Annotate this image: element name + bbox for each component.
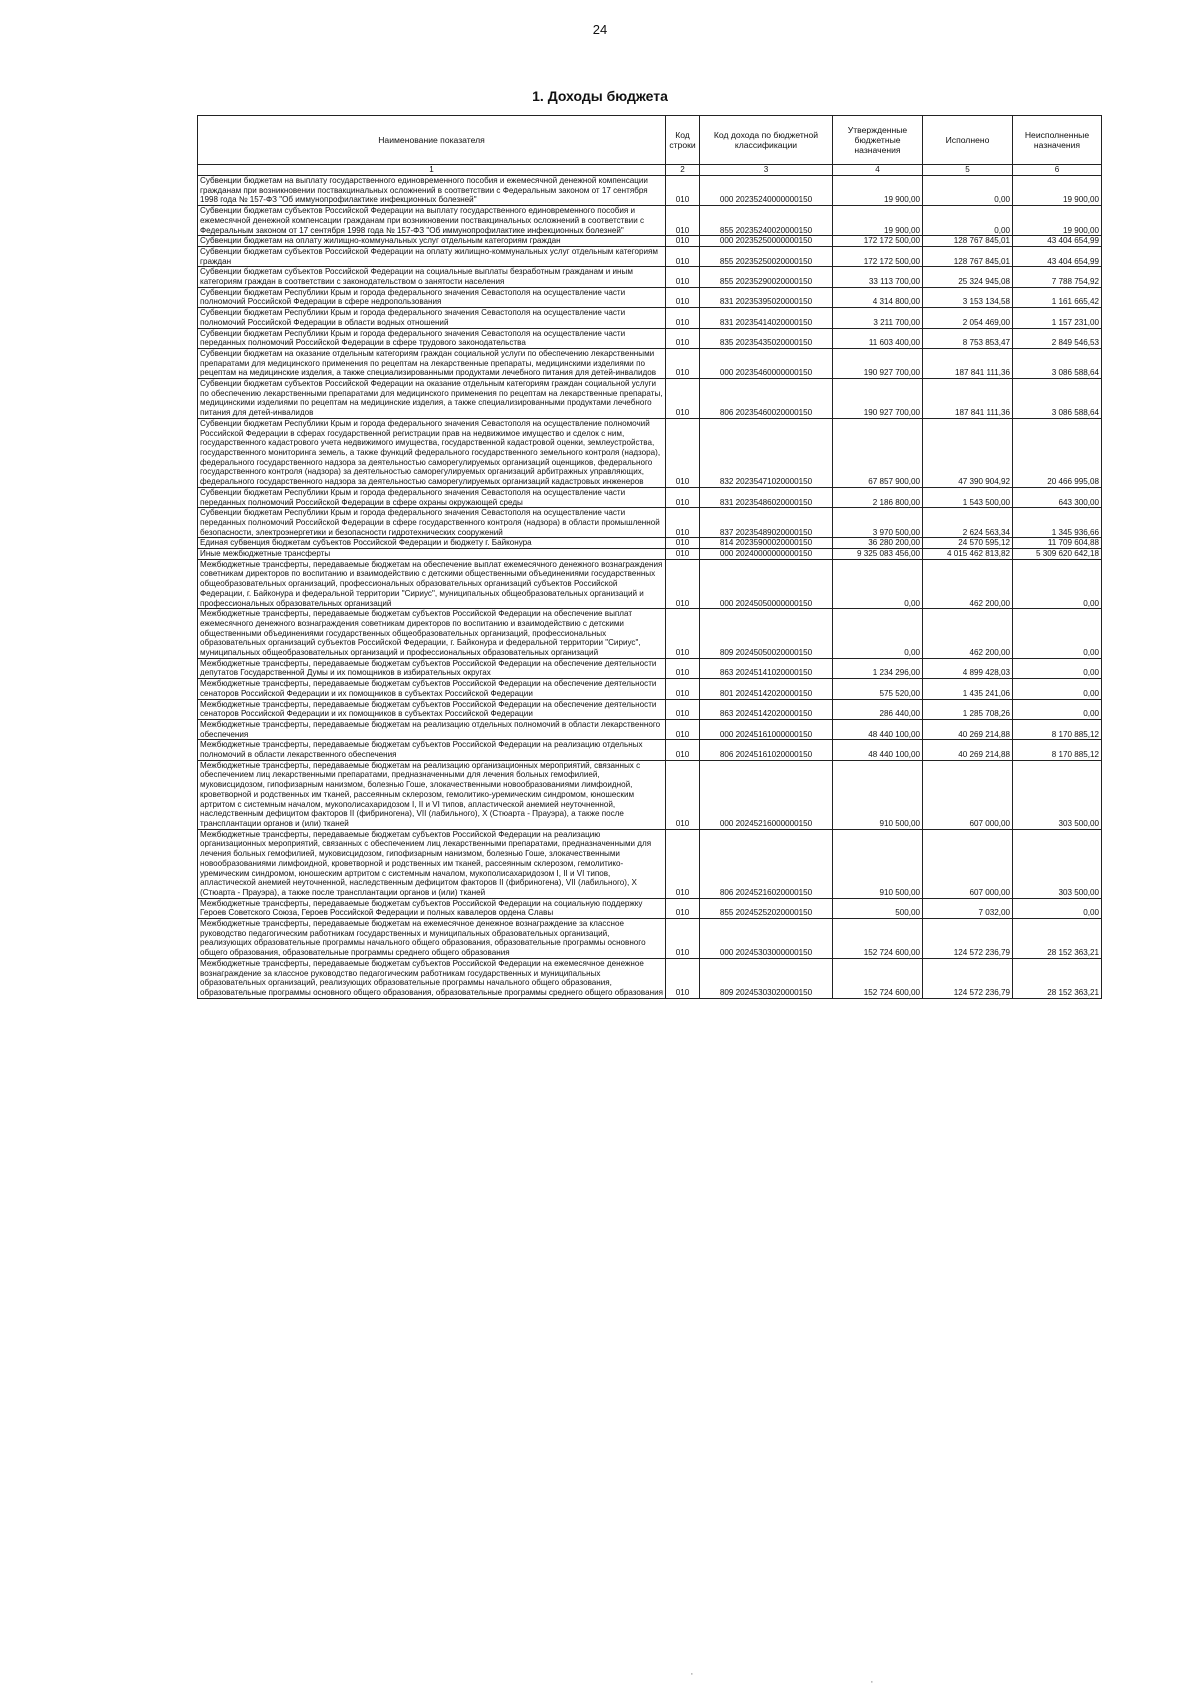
row-line-code: 010	[666, 206, 700, 236]
section-title: 1. Доходы бюджета	[532, 88, 668, 104]
row-income-code: 000 20235460000000150	[700, 348, 833, 378]
row-income-code: 809 20245303020000150	[700, 958, 833, 998]
row-unexecuted: 2 849 546,53	[1013, 328, 1102, 348]
row-approved: 152 724 600,00	[833, 958, 923, 998]
row-name: Межбюджетные трансферты, передаваемые бюджетам на обеспечение выплат ежемесячного денежного вознаграждения советникам директоров по воспитанию и взаимодействию с детскими общественными объединениями государственных общеобразовательных организаций, профессиональных образовательных организаций субъектов Российской Федерации, г. Байконура и федеральной территории "Сириус", муниципальных общеобразовательных организаций и профессиональных образовательных организаций	[198, 559, 666, 609]
header-unexecuted: Неисполненные назначения	[1013, 116, 1102, 165]
row-income-code: 855 20235290020000150	[700, 267, 833, 287]
row-income-code: 000 20235250000000150	[700, 236, 833, 247]
row-executed: 607 000,00	[923, 760, 1013, 829]
row-name: Межбюджетные трансферты, передаваемые бюджетам субъектов Российской Федерации на обеспечение деятельности депутатов Государственной Думы и их помощников в избирательных округах	[198, 658, 666, 678]
table-row	[198, 246, 1102, 266]
row-income-code: 000 20235240000000150	[700, 176, 833, 206]
row-line-code: 010	[666, 487, 700, 507]
row-executed: 0,00	[923, 206, 1013, 236]
row-approved: 48 440 100,00	[833, 740, 923, 760]
row-executed: 25 324 945,08	[923, 267, 1013, 287]
table-row	[198, 699, 1102, 719]
row-unexecuted: 0,00	[1013, 658, 1102, 678]
row-executed: 0,00	[923, 176, 1013, 206]
row-unexecuted: 5 309 620 642,18	[1013, 549, 1102, 560]
header-name: Наименование показателя	[198, 116, 666, 165]
row-name: Субвенции бюджетам Республики Крым и города федерального значения Севастополя на осуществление части полномочий Российской Федерации в области водных отношений	[198, 308, 666, 328]
row-name: Иные межбюджетные трансферты	[198, 549, 666, 560]
row-approved: 3 211 700,00	[833, 308, 923, 328]
row-name: Межбюджетные трансферты, передаваемые бюджетам субъектов Российской Федерации на обеспечение деятельности сенаторов Российской Федерации и их помощников в субъектах Российской Федерации	[198, 679, 666, 699]
row-approved: 910 500,00	[833, 760, 923, 829]
row-income-code: 837 20235489020000150	[700, 508, 833, 538]
table-row	[198, 418, 1102, 487]
row-name: Субвенции бюджетам Республики Крым и города федерального значения Севастополя на осуществление части переданных полномочий Российской Федерации в сфере государственного контроля (надзора) в области промышленной безопасности, электроэнергетики и безопасности гидротехнических сооружений	[198, 508, 666, 538]
row-executed: 40 269 214,88	[923, 719, 1013, 739]
row-line-code: 010	[666, 418, 700, 487]
table-row	[198, 549, 1102, 560]
row-income-code: 831 20235395020000150	[700, 287, 833, 307]
row-executed: 1 285 708,26	[923, 699, 1013, 719]
row-line-code: 010	[666, 679, 700, 699]
row-unexecuted: 28 152 363,21	[1013, 958, 1102, 998]
column-number: 2	[666, 165, 700, 176]
row-line-code: 010	[666, 379, 700, 419]
row-name: Межбюджетные трансферты, передаваемые бюджетам субъектов Российской Федерации на реализацию организационных мероприятий, связанных с обеспечением лиц лекарственными препаратами, предназначенными для лечения больных гемофилией, муковисцидозом, гипофизарным нанизмом, болезнью Гоше, злокачественными новообразованиями лимфоидной, кроветворной и родственных им тканей, рассеянным склерозом, гемолитико-уремическим синдромом, юношеским артритом с системным началом, мукополисахаридозом I, II и VI типов, апластической анемией неуточненной, наследственным дефицитом факторов II (фибриногена), VII (лабильного), X (Стюарта - Прауэра), а также после трансплантации органов и (или) тканей	[198, 829, 666, 898]
row-executed: 128 767 845,01	[923, 236, 1013, 247]
row-approved: 152 724 600,00	[833, 919, 923, 959]
row-executed: 124 572 236,79	[923, 958, 1013, 998]
row-unexecuted: 3 086 588,64	[1013, 348, 1102, 378]
row-approved: 9 325 083 456,00	[833, 549, 923, 560]
row-income-code: 000 20240000000000150	[700, 549, 833, 560]
header-line-code: Код строки	[666, 116, 700, 165]
row-unexecuted: 0,00	[1013, 898, 1102, 918]
row-line-code: 010	[666, 308, 700, 328]
table-body	[198, 176, 1102, 999]
table-row	[198, 508, 1102, 538]
row-executed: 607 000,00	[923, 829, 1013, 898]
page-number: 24	[592, 22, 608, 37]
row-unexecuted: 7 788 754,92	[1013, 267, 1102, 287]
row-executed: 2 054 469,00	[923, 308, 1013, 328]
row-unexecuted: 1 161 665,42	[1013, 287, 1102, 307]
row-unexecuted: 8 170 885,12	[1013, 740, 1102, 760]
row-name: Субвенции бюджетам субъектов Российской Федерации на оказание отдельным категориям граждан социальной услуги по обеспечению лекарственными препаратами для медицинского применения по рецептам на лекарственные препараты, медицинскими изделиями по рецептам на медицинские изделия, а также специализированными продуктами лечебного питания для детей-инвалидов	[198, 379, 666, 419]
row-unexecuted: 43 404 654,99	[1013, 246, 1102, 266]
row-approved: 19 900,00	[833, 176, 923, 206]
row-name: Межбюджетные трансферты, передаваемые бюджетам субъектов Российской Федерации на реализацию отдельных полномочий в области лекарственного обеспечения	[198, 740, 666, 760]
column-number: 1	[198, 165, 666, 176]
table-row	[198, 328, 1102, 348]
row-name: Межбюджетные трансферты, передаваемые бюджетам на реализацию отдельных полномочий в области лекарственного обеспечения	[198, 719, 666, 739]
row-name: Межбюджетные трансферты, передаваемые бюджетам субъектов Российской Федерации на обеспечение деятельности сенаторов Российской Федерации и их помощников в субъектах Российской Федерации	[198, 699, 666, 719]
table-row	[198, 538, 1102, 549]
row-line-code: 010	[666, 958, 700, 998]
row-name: Межбюджетные трансферты, передаваемые бюджетам субъектов Российской Федерации на ежемесячное денежное вознаграждение за классное руководство педагогическим работникам государственных и муниципальных образовательных организаций, реализующих образовательные программы начального общего образования, образовательные программы основного общего образования, образовательные программы среднего общего образования	[198, 958, 666, 998]
row-executed: 1 435 241,06	[923, 679, 1013, 699]
row-name: Единая субвенция бюджетам субъектов Российской Федерации и бюджету г. Байконура	[198, 538, 666, 549]
row-executed: 47 390 904,92	[923, 418, 1013, 487]
row-approved: 2 186 800,00	[833, 487, 923, 507]
row-unexecuted: 1 345 936,66	[1013, 508, 1102, 538]
row-line-code: 010	[666, 699, 700, 719]
row-line-code: 010	[666, 919, 700, 959]
row-line-code: 010	[666, 348, 700, 378]
row-name: Межбюджетные трансферты, передаваемые бюджетам субъектов Российской Федерации на обеспечение выплат ежемесячного денежного вознаграждения советникам директоров по воспитанию и взаимодействию с детскими общественными объединениями государственных общеобразовательных организаций, профессиональных образовательных организаций субъектов Российской Федерации, г. Байконура и федеральной территории "Сириус", муниципальных общеобразовательных организаций и профессиональных образовательных организаций	[198, 609, 666, 659]
row-line-code: 010	[666, 508, 700, 538]
row-executed: 4 015 462 813,82	[923, 549, 1013, 560]
row-approved: 3 970 500,00	[833, 508, 923, 538]
row-executed: 187 841 111,36	[923, 379, 1013, 419]
row-approved: 0,00	[833, 609, 923, 659]
row-name: Субвенции бюджетам на оказание отдельным категориям граждан социальной услуги по обеспечению лекарственными препаратами для медицинского применения по рецептам на лекарственные препараты, медицинскими изделиями по рецептам на медицинские изделия, а также специализированными продуктами лечебного питания для детей-инвалидов	[198, 348, 666, 378]
row-line-code: 010	[666, 760, 700, 829]
scan-mark: ·	[870, 1676, 874, 1688]
row-approved: 172 172 500,00	[833, 236, 923, 247]
table-row	[198, 559, 1102, 609]
row-income-code: 855 20235240020000150	[700, 206, 833, 236]
row-income-code: 806 20235460020000150	[700, 379, 833, 419]
row-income-code: 855 20235250020000150	[700, 246, 833, 266]
row-executed: 1 543 500,00	[923, 487, 1013, 507]
column-number: 4	[833, 165, 923, 176]
row-unexecuted: 643 300,00	[1013, 487, 1102, 507]
row-income-code: 831 20235486020000150	[700, 487, 833, 507]
row-income-code: 863 20245142020000150	[700, 699, 833, 719]
row-name: Межбюджетные трансферты, передаваемые бюджетам на ежемесячное денежное вознаграждение за классное руководство педагогическим работникам государственных и муниципальных образовательных организаций, реализующих образовательные программы начального общего образования, образовательные программы основного общего образования, образовательные программы среднего общего образования	[198, 919, 666, 959]
row-income-code: 801 20245142020000150	[700, 679, 833, 699]
table-row	[198, 379, 1102, 419]
row-line-code: 010	[666, 236, 700, 247]
row-income-code: 000 20245216000000150	[700, 760, 833, 829]
budget-income-table	[197, 115, 1102, 999]
row-unexecuted: 20 466 995,08	[1013, 418, 1102, 487]
header-approved: Утвержденные бюджетные назначения	[833, 116, 923, 165]
table-row	[198, 898, 1102, 918]
row-line-code: 010	[666, 740, 700, 760]
row-approved: 286 440,00	[833, 699, 923, 719]
column-number-row	[198, 165, 1102, 176]
row-unexecuted: 43 404 654,99	[1013, 236, 1102, 247]
row-line-code: 010	[666, 287, 700, 307]
row-name: Субвенции бюджетам Республики Крым и города федерального значения Севастополя на осуществление части переданных полномочий Российской Федерации в сфере охраны окружающей среды	[198, 487, 666, 507]
row-executed: 3 153 134,58	[923, 287, 1013, 307]
table-row	[198, 487, 1102, 507]
row-income-code: 835 20235435020000150	[700, 328, 833, 348]
table-row	[198, 308, 1102, 328]
row-unexecuted: 0,00	[1013, 559, 1102, 609]
row-income-code: 809 20245050020000150	[700, 609, 833, 659]
row-approved: 4 314 800,00	[833, 287, 923, 307]
row-approved: 500,00	[833, 898, 923, 918]
row-line-code: 010	[666, 538, 700, 549]
row-unexecuted: 19 900,00	[1013, 176, 1102, 206]
row-approved: 190 927 700,00	[833, 379, 923, 419]
row-name: Субвенции бюджетам субъектов Российской Федерации на выплату государственного единовременного пособия и ежемесячной денежной компенсации гражданам при возникновении поствакцинальных осложнений в соответствии с Федеральным законом от 17 сентября 1998 года № 157-ФЗ "Об иммунопрофилактике инфекционных болезней"	[198, 206, 666, 236]
row-approved: 36 280 200,00	[833, 538, 923, 549]
row-approved: 1 234 296,00	[833, 658, 923, 678]
row-approved: 11 603 400,00	[833, 328, 923, 348]
table-row	[198, 958, 1102, 998]
table-row	[198, 658, 1102, 678]
row-unexecuted: 0,00	[1013, 699, 1102, 719]
row-income-code: 855 20245252020000150	[700, 898, 833, 918]
table-row	[198, 719, 1102, 739]
row-executed: 7 032,00	[923, 898, 1013, 918]
table-row	[198, 679, 1102, 699]
row-executed: 462 200,00	[923, 559, 1013, 609]
row-approved: 67 857 900,00	[833, 418, 923, 487]
row-unexecuted: 0,00	[1013, 609, 1102, 659]
row-income-code: 000 20245303000000150	[700, 919, 833, 959]
row-line-code: 010	[666, 267, 700, 287]
table-row	[198, 829, 1102, 898]
row-approved: 33 113 700,00	[833, 267, 923, 287]
table-row	[198, 236, 1102, 247]
column-number: 5	[923, 165, 1013, 176]
header-income-code: Код дохода по бюджетной классификации	[700, 116, 833, 165]
row-unexecuted: 19 900,00	[1013, 206, 1102, 236]
row-line-code: 010	[666, 549, 700, 560]
table-row	[198, 609, 1102, 659]
table-row	[198, 348, 1102, 378]
table-row	[198, 176, 1102, 206]
row-unexecuted: 303 500,00	[1013, 829, 1102, 898]
row-approved: 48 440 100,00	[833, 719, 923, 739]
row-approved: 172 172 500,00	[833, 246, 923, 266]
header-executed: Исполнено	[923, 116, 1013, 165]
column-number: 3	[700, 165, 833, 176]
row-name: Субвенции бюджетам Республики Крым и города федерального значения Севастополя на осуществление части переданных полномочий Российской Федерации в сфере трудового законодательства	[198, 328, 666, 348]
row-income-code: 832 20235471020000150	[700, 418, 833, 487]
row-income-code: 000 20245161000000150	[700, 719, 833, 739]
row-line-code: 010	[666, 559, 700, 609]
row-approved: 19 900,00	[833, 206, 923, 236]
row-income-code: 000 20245050000000150	[700, 559, 833, 609]
row-name: Субвенции бюджетам субъектов Российской Федерации на оплату жилищно-коммунальных услуг отдельным категориям граждан	[198, 246, 666, 266]
table-row	[198, 760, 1102, 829]
row-line-code: 010	[666, 176, 700, 206]
row-unexecuted: 1 157 231,00	[1013, 308, 1102, 328]
row-approved: 910 500,00	[833, 829, 923, 898]
row-executed: 8 753 853,47	[923, 328, 1013, 348]
row-approved: 0,00	[833, 559, 923, 609]
row-income-code: 806 20245161020000150	[700, 740, 833, 760]
row-line-code: 010	[666, 719, 700, 739]
row-line-code: 010	[666, 898, 700, 918]
row-line-code: 010	[666, 328, 700, 348]
row-executed: 462 200,00	[923, 609, 1013, 659]
scan-mark: ·	[690, 1668, 694, 1680]
row-approved: 190 927 700,00	[833, 348, 923, 378]
row-name: Межбюджетные трансферты, передаваемые бюджетам на реализацию организационных мероприятий, связанных с обеспечением лиц лекарственными препаратами, предназначенными для лечения больных гемофилией, муковисцидозом, гипофизарным нанизмом, болезнью Гоше, злокачественными новообразованиями лимфоидной, кроветворной и родственных им тканей, рассеянным склерозом, гемолитико-уремическим синдромом, юношеским артритом с системным началом, мукополисахаридозом I, II и VI типов, апластической анемией неуточненной, наследственным дефицитом факторов II (фибриногена), VII (лабильного), X (Стюарта - Прауэра), а также после трансплантации органов и (или) тканей	[198, 760, 666, 829]
row-name: Субвенции бюджетам субъектов Российской Федерации на социальные выплаты безработным гражданам и иным категориям граждан в соответствии с законодательством о занятости населения	[198, 267, 666, 287]
row-line-code: 010	[666, 829, 700, 898]
row-executed: 128 767 845,01	[923, 246, 1013, 266]
row-executed: 40 269 214,88	[923, 740, 1013, 760]
row-name: Субвенции бюджетам на оплату жилищно-коммунальных услуг отдельным категориям граждан	[198, 236, 666, 247]
row-unexecuted: 11 709 604,88	[1013, 538, 1102, 549]
row-name: Субвенции бюджетам Республики Крым и города федерального значения Севастополя на осуществление полномочий Российской Федерации в сферах государственной регистрации прав на недвижимое имущество и сделок с ним, государственного кадастрового учета недвижимого имущества, государственной кадастровой оценки, землеустройства, государственного мониторинга земель, а также функций федерального государственного земельного контроля (надзора), федерального государственного надзора за деятельностью саморегулируемых организаций оценщиков, федерального государственного контроля (надзора) за деятельностью саморегулируемых организаций арбитражных управляющих, федерального государственного надзора за деятельностью саморегулируемых организаций кадастровых инженеров	[198, 418, 666, 487]
row-income-code: 831 20235414020000150	[700, 308, 833, 328]
row-unexecuted: 3 086 588,64	[1013, 379, 1102, 419]
table-row	[198, 287, 1102, 307]
row-income-code: 814 20235900020000150	[700, 538, 833, 549]
column-number: 6	[1013, 165, 1102, 176]
row-line-code: 010	[666, 658, 700, 678]
row-name: Субвенции бюджетам на выплату государственного единовременного пособия и ежемесячной денежной компенсации гражданам при возникновении поствакцинальных осложнений в соответствии с Федеральным законом от 17 сентября 1998 года № 157-ФЗ "Об иммунопрофилактике инфекционных болезней"	[198, 176, 666, 206]
row-approved: 575 520,00	[833, 679, 923, 699]
row-unexecuted: 28 152 363,21	[1013, 919, 1102, 959]
row-unexecuted: 0,00	[1013, 679, 1102, 699]
row-executed: 2 624 563,34	[923, 508, 1013, 538]
row-executed: 4 899 428,03	[923, 658, 1013, 678]
row-line-code: 010	[666, 609, 700, 659]
row-name: Межбюджетные трансферты, передаваемые бюджетам субъектов Российской Федерации на социальную поддержку Героев Советского Союза, Героев Российской Федерации и полных кавалеров ордена Славы	[198, 898, 666, 918]
table-row	[198, 267, 1102, 287]
table-row	[198, 206, 1102, 236]
row-name: Субвенции бюджетам Республики Крым и города федерального значения Севастополя на осуществление части полномочий Российской Федерации в сфере недропользования	[198, 287, 666, 307]
row-executed: 187 841 111,36	[923, 348, 1013, 378]
header-row	[198, 116, 1102, 165]
table-row	[198, 919, 1102, 959]
row-unexecuted: 8 170 885,12	[1013, 719, 1102, 739]
row-executed: 124 572 236,79	[923, 919, 1013, 959]
row-line-code: 010	[666, 246, 700, 266]
row-income-code: 863 20245141020000150	[700, 658, 833, 678]
row-income-code: 806 20245216020000150	[700, 829, 833, 898]
table-row	[198, 740, 1102, 760]
row-unexecuted: 303 500,00	[1013, 760, 1102, 829]
row-executed: 24 570 595,12	[923, 538, 1013, 549]
